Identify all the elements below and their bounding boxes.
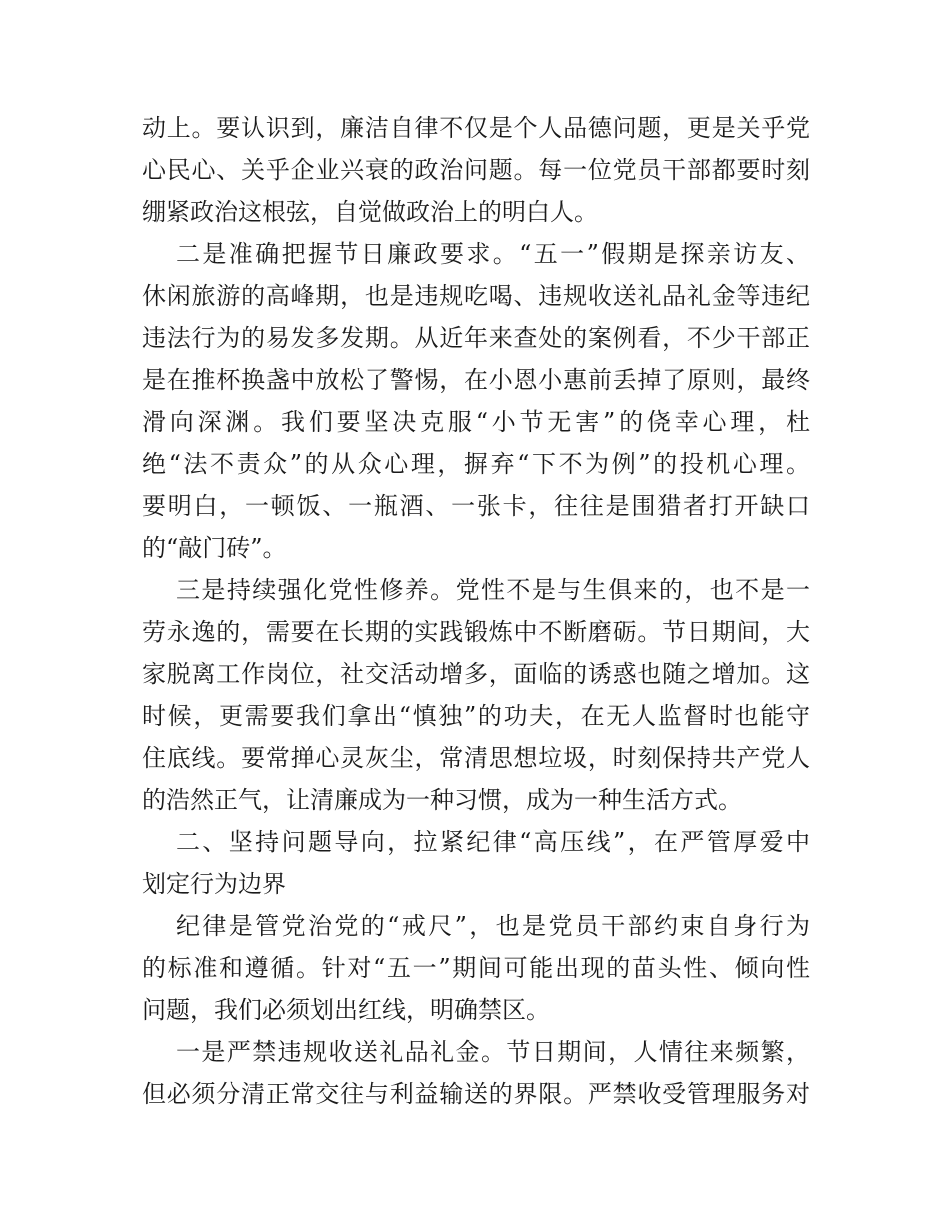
text-line: 滑向深渊。我们要坚决克服“小节无害”的侥幸心理，杜 <box>142 408 810 436</box>
text-line: 二、坚持问题导向，拉紧纪律“高压线”，在严管厚爱中 <box>176 828 810 856</box>
text-line: 绝“法不责众”的从众心理，摒弃“下不为例”的投机心理。 <box>142 450 810 478</box>
text-line: 二是准确把握节日廉政要求。“五一”假期是探亲访友、 <box>176 240 810 268</box>
document-body <box>142 107 810 1115</box>
text-line: 但必须分清正常交往与利益输送的界限。严禁收受管理服务对 <box>142 1080 810 1108</box>
text-line: 家脱离工作岗位，社交活动增多，面临的诱惑也随之增加。这 <box>142 660 810 688</box>
text-line: 违法行为的易发多发期。从近年来查处的案例看，不少干部正 <box>142 324 810 352</box>
text-line: 一是严禁违规收送礼品礼金。节日期间，人情往来频繁， <box>176 1038 810 1066</box>
text-line: 问题，我们必须划出红线，明确禁区。 <box>142 996 550 1024</box>
text-line: 纪律是管党治党的“戒尺”，也是党员干部约束自身行为 <box>176 912 810 940</box>
text-line: 心民心、关乎企业兴衰的政治问题。每一位党员干部都要时刻 <box>142 156 810 184</box>
text-line: 是在推杯换盏中放松了警惕，在小恩小惠前丢掉了原则，最终 <box>142 366 810 394</box>
text-line: 划定行为边界 <box>142 870 286 898</box>
text-line: 劳永逸的，需要在长期的实践锻炼中不断磨砺。节日期间，大 <box>142 618 810 646</box>
text-line: 的“敲门砖”。 <box>142 534 287 562</box>
text-line: 的标准和遵循。针对“五一”期间可能出现的苗头性、倾向性 <box>142 954 810 982</box>
text-line: 要明白，一顿饭、一瓶酒、一张卡，往往是围猎者打开缺口 <box>142 492 810 520</box>
text-line: 的浩然正气，让清廉成为一种习惯，成为一种生活方式。 <box>142 786 742 814</box>
text-line: 休闲旅游的高峰期，也是违规吃喝、违规收送礼品礼金等违纪 <box>142 282 810 310</box>
text-line: 住底线。要常掸心灵灰尘，常清思想垃圾，时刻保持共产党人 <box>142 744 810 772</box>
text-line: 时候，更需要我们拿出“慎独”的功夫，在无人监督时也能守 <box>142 702 810 730</box>
text-line: 三是持续强化党性修养。党性不是与生俱来的，也不是一 <box>176 576 810 604</box>
text-line: 绷紧政治这根弦，自觉做政治上的明白人。 <box>142 198 598 226</box>
text-line: 动上。要认识到，廉洁自律不仅是个人品德问题，更是关乎党 <box>142 114 810 142</box>
